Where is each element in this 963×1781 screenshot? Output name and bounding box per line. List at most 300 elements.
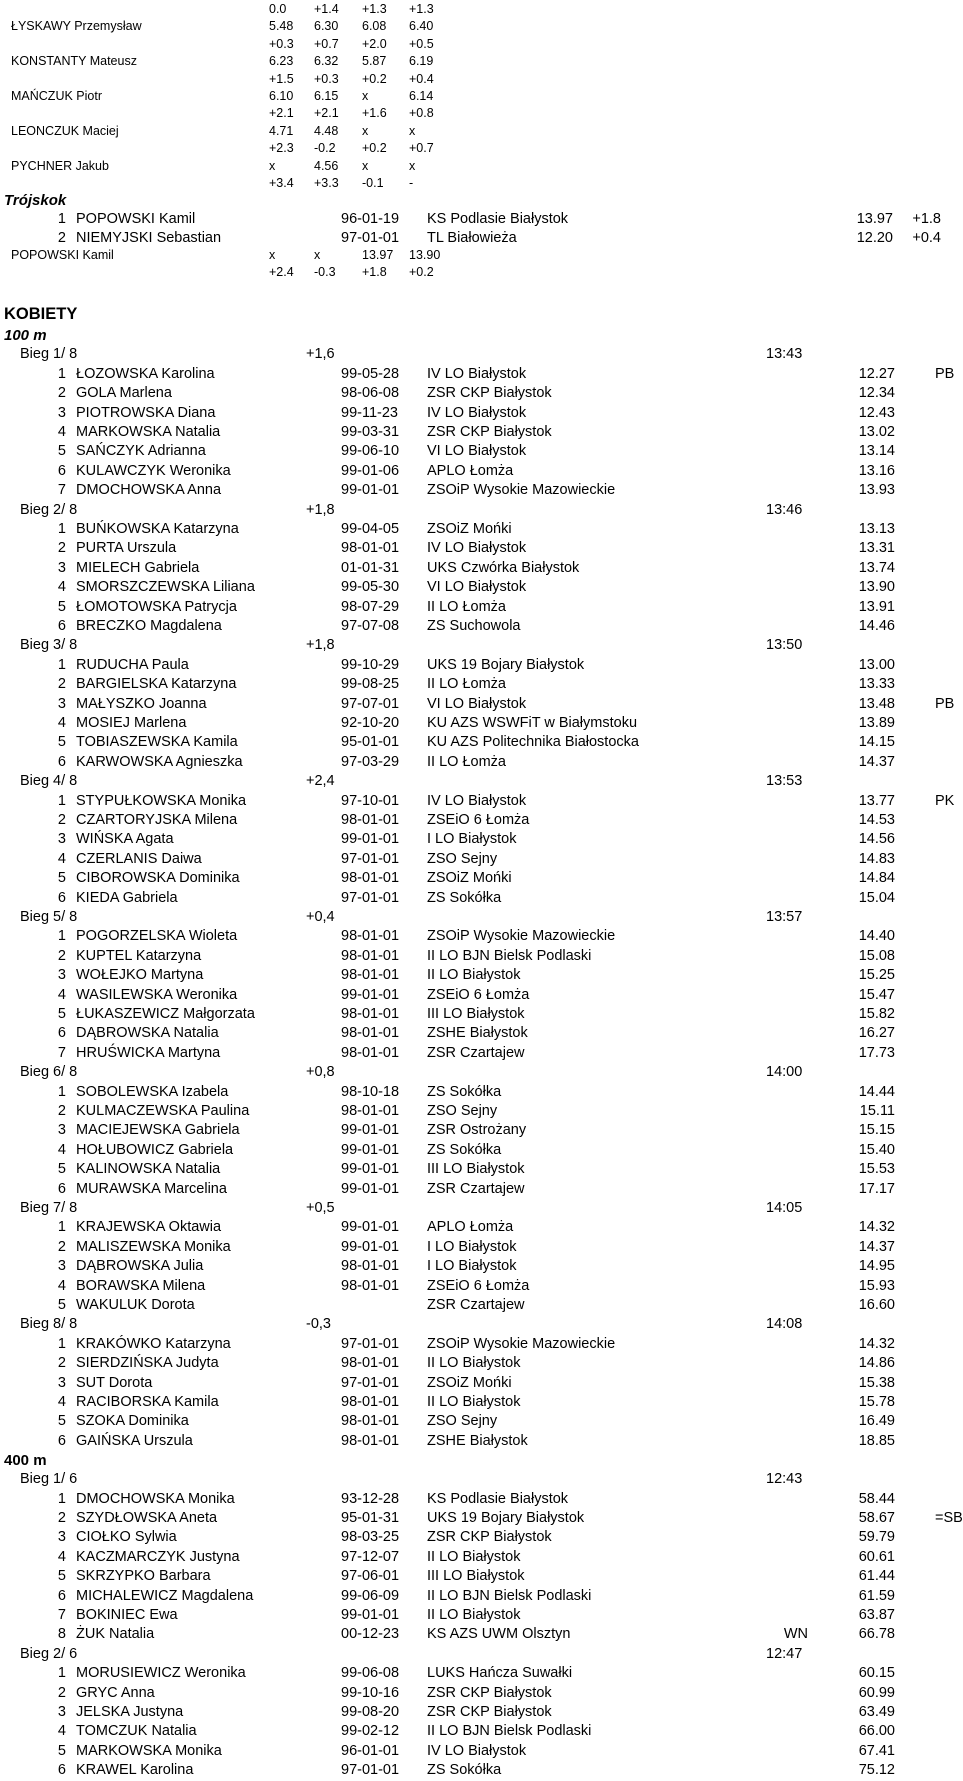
birth-date: 99-01-01 — [341, 1180, 400, 1197]
athlete-name: WIŃSKA Agata — [76, 831, 174, 848]
birth-date: 99-01-01 — [341, 1141, 400, 1158]
birth-date: 98-01-01 — [341, 1103, 400, 1119]
athlete-name: MICHALEWICZ Magdalena — [76, 1587, 254, 1604]
heat-time: 13:50 — [766, 637, 803, 654]
birth-date: 98-01-01 — [341, 1025, 400, 1042]
result-place: 3 — [57, 1122, 66, 1139]
club-name: KS AZS UWM Olsztyn — [427, 1626, 571, 1643]
athlete-name: MACIEJEWSKA Gabriela — [76, 1122, 240, 1139]
club-name: ZSR CKP Białystok — [427, 424, 552, 440]
club-name: APLO Łomża — [427, 1219, 514, 1236]
result-value: 14.44 — [858, 1083, 895, 1100]
heat-wind: -0,3 — [306, 1316, 331, 1333]
result-place: 1 — [57, 792, 66, 809]
birth-date: 93-12-28 — [341, 1490, 400, 1507]
club-name: II LO Białystok — [427, 1607, 521, 1623]
event-title-text: Trójskok — [4, 192, 67, 210]
club-name: IV LO Białystok — [427, 404, 527, 421]
athlete-name: LEONCZUK Maciej — [11, 123, 119, 138]
result-value: 15.47 — [858, 986, 895, 1003]
club-name: ZSOiP Wysokie Mazowieckie — [427, 928, 616, 945]
result-row — [0, 753, 960, 772]
athlete-name: WASILEWSKA Weronika — [76, 986, 238, 1003]
event-title — [0, 192, 960, 210]
result-place: 5 — [57, 870, 66, 887]
result-place: 4 — [57, 1394, 66, 1410]
attempt-value: +2.3 — [269, 141, 294, 156]
event-title — [0, 326, 960, 345]
result-value: 14.46 — [858, 618, 895, 634]
birth-date: 98-01-01 — [341, 1432, 400, 1449]
result-value: 14.86 — [858, 1355, 895, 1372]
attempt-value: 5.48 — [269, 19, 294, 34]
attempt-value: +0.4 — [409, 71, 434, 86]
result-place: 5 — [57, 598, 66, 615]
attempt-value: +0.5 — [409, 36, 434, 51]
result-value: 60.99 — [858, 1684, 895, 1701]
birth-date: 99-01-01 — [341, 482, 400, 499]
birth-date: 99-01-01 — [341, 1607, 400, 1623]
club-name: IV LO Białystok — [427, 792, 527, 809]
heat-time: 14:00 — [766, 1064, 803, 1081]
attempt-value: +3.4 — [269, 176, 294, 190]
attempt-value: +2.1 — [314, 106, 339, 121]
result-row — [0, 1277, 960, 1296]
attempt-row — [0, 123, 960, 140]
result-row — [0, 539, 960, 558]
result-row — [0, 1684, 960, 1703]
heat-wind: +1,8 — [306, 637, 335, 654]
attempt-value: +0.7 — [314, 36, 339, 51]
result-place: 1 — [57, 656, 66, 673]
birth-date: 99-05-30 — [341, 579, 400, 596]
club-name: ZSR CKP Białystok — [427, 1529, 552, 1546]
result-place: 7 — [57, 1607, 66, 1623]
result-value: 13.13 — [858, 521, 895, 537]
attempt-value: +0.3 — [269, 36, 294, 51]
birth-date: 98-01-01 — [341, 947, 400, 964]
attempt-row — [0, 88, 960, 105]
birth-date: 97-07-01 — [341, 695, 400, 712]
athlete-name: KULAWCZYK Weronika — [76, 462, 231, 479]
result-place: 4 — [57, 850, 66, 867]
result-value: 60.61 — [858, 1548, 895, 1565]
result-row — [0, 1335, 960, 1354]
athlete-name: CIOŁKO Sylwia — [76, 1529, 177, 1546]
result-place: 5 — [57, 1297, 66, 1313]
heat-header — [0, 772, 960, 791]
club-name: ZSO Sejny — [427, 850, 498, 867]
result-row — [0, 462, 960, 481]
attempt-value: -0.1 — [362, 176, 384, 190]
result-row — [0, 1548, 960, 1567]
result-place: 4 — [57, 715, 66, 731]
club-name: ZSOiZ Mońki — [427, 1374, 512, 1391]
result-value: 13.74 — [858, 559, 895, 576]
heat-header — [0, 636, 960, 655]
result-row — [0, 1742, 960, 1761]
birth-date: 99-10-16 — [341, 1684, 400, 1701]
birth-date: 95-01-31 — [341, 1510, 400, 1526]
club-name: ZSO Sejny — [427, 1413, 498, 1430]
athlete-name: POGORZELSKA Wioleta — [76, 928, 238, 945]
result-place: 6 — [57, 618, 66, 634]
birth-date: 99-08-25 — [341, 676, 400, 693]
result-row — [0, 442, 960, 461]
heat-time: 12:43 — [766, 1471, 803, 1488]
athlete-name: ŻUK Natalia — [76, 1626, 155, 1643]
result-row — [0, 559, 960, 578]
birth-date: 98-01-01 — [341, 1277, 400, 1294]
birth-date: 98-01-01 — [341, 1006, 400, 1022]
result-row — [0, 966, 960, 985]
result-place: 6 — [57, 1762, 66, 1779]
birth-date: 98-10-18 — [341, 1083, 400, 1100]
result-value: 13.00 — [858, 656, 895, 673]
club-name: ZSOiZ Mońki — [427, 521, 512, 537]
birth-date: 99-01-01 — [341, 1238, 400, 1255]
club-name: IV LO Białystok — [427, 365, 527, 382]
attempt-value: +0.2 — [409, 265, 434, 280]
birth-date: 01-01-31 — [341, 559, 400, 576]
record-note: PB — [935, 365, 955, 382]
birth-date: 99-11-23 — [341, 404, 398, 421]
attempt-value: -0.2 — [314, 141, 336, 156]
result-place: 5 — [57, 443, 66, 460]
attempt-value: +2.0 — [362, 36, 387, 51]
event-title-text: 100 m — [4, 327, 47, 345]
result-place: 2 — [57, 385, 66, 402]
result-place: 1 — [57, 1335, 66, 1352]
club-name: ZSOiZ Mońki — [427, 870, 512, 887]
result-place: 2 — [57, 947, 66, 964]
athlete-name: ŁYSKAWY Przemysław — [11, 19, 142, 34]
club-name: ZSR Czartajew — [427, 1180, 525, 1197]
attempt-value: x — [269, 248, 276, 263]
result-place: 4 — [57, 1548, 66, 1565]
result-place: 3 — [57, 404, 66, 421]
athlete-name: BARGIELSKA Katarzyna — [76, 676, 237, 693]
result-row — [0, 675, 960, 694]
athlete-name: MARKOWSKA Monika — [76, 1742, 222, 1759]
result-row — [0, 1412, 960, 1431]
result-place: 1 — [57, 928, 66, 945]
athlete-name: KONSTANTY Mateusz — [11, 54, 137, 69]
result-row — [0, 617, 960, 636]
attempt-value: x — [314, 248, 321, 263]
athlete-name: ŁOZOWSKA Karolina — [76, 365, 215, 382]
athlete-name: KUPTEL Katarzyna — [76, 947, 202, 964]
attempt-value: +1.8 — [362, 265, 387, 280]
heat-header — [0, 1315, 960, 1334]
attempt-value: - — [409, 176, 414, 190]
athlete-name: SZYDŁOWSKA Aneta — [76, 1510, 218, 1526]
athlete-name: TOBIASZEWSKA Kamila — [76, 734, 238, 751]
attempt-value: x — [362, 123, 369, 138]
heat-header — [0, 345, 960, 364]
club-name: ZSR CKP Białystok — [427, 385, 552, 402]
result-row — [0, 578, 960, 597]
club-name: APLO Łomża — [427, 462, 514, 479]
birth-date: 98-07-29 — [341, 598, 400, 615]
club-name: VI LO Białystok — [427, 443, 527, 460]
athlete-name: SOBOLEWSKA Izabela — [76, 1083, 229, 1100]
result-place: 5 — [57, 1161, 66, 1178]
athlete-name: HOŁUBOWICZ Gabriela — [76, 1141, 234, 1158]
heat-wind: +0,4 — [306, 909, 335, 925]
result-value: 58.67 — [858, 1510, 895, 1526]
result-value: 14.56 — [858, 831, 895, 848]
athlete-name: POPOWSKI Kamil — [11, 248, 114, 263]
attempt-value: +1.3 — [409, 2, 434, 16]
attempt-row — [0, 175, 960, 192]
wind-value: +0.4 — [912, 229, 941, 246]
club-name: ZSR CKP Białystok — [427, 1684, 552, 1701]
club-name: ZSOiP Wysokie Mazowieckie — [427, 1335, 616, 1352]
club-name: I LO Białystok — [427, 1238, 517, 1255]
result-row — [0, 889, 960, 908]
athlete-name: SZOKA Dominika — [76, 1413, 189, 1430]
result-row — [0, 947, 960, 966]
attempt-value: x — [362, 158, 369, 173]
attempt-value: x — [409, 123, 416, 138]
athlete-name: BUŃKOWSKA Katarzyna — [76, 521, 239, 537]
club-name: UKS 19 Bojary Białystok — [427, 656, 585, 673]
result-value: 13.02 — [858, 424, 895, 440]
result-value: 17.73 — [858, 1044, 895, 1061]
club-name: ZSHE Białystok — [427, 1025, 528, 1042]
athlete-name: KRAJEWSKA Oktawia — [76, 1219, 222, 1236]
athlete-name: KRAWEL Karolina — [76, 1762, 194, 1779]
athlete-name: BORAWSKA Milena — [76, 1277, 206, 1294]
birth-date: 97-03-29 — [341, 753, 400, 770]
birth-date: 99-05-28 — [341, 365, 400, 382]
heat-header — [0, 908, 960, 927]
athlete-name: STYPUŁKOWSKA Monika — [76, 792, 247, 809]
attempt-value: 6.14 — [409, 89, 434, 103]
club-name: ZSR Czartajew — [427, 1297, 525, 1313]
birth-date: 97-01-01 — [341, 889, 400, 906]
result-value: 63.87 — [858, 1607, 895, 1623]
attempt-value: +0.3 — [314, 71, 339, 86]
athlete-name: SUT Dorota — [76, 1374, 153, 1391]
result-value: 15.82 — [858, 1006, 895, 1022]
heat-header — [0, 1199, 960, 1218]
result-value: 14.53 — [858, 812, 895, 828]
athlete-name: KIEDA Gabriela — [76, 889, 178, 906]
athlete-name: KRAKÓWKO Katarzyna — [76, 1335, 231, 1352]
heat-wind: +1,8 — [306, 501, 335, 518]
club-name: II LO Łomża — [427, 598, 506, 615]
attempt-value: 6.19 — [409, 54, 434, 69]
result-place: 5 — [57, 734, 66, 751]
attempt-value: 4.48 — [314, 123, 339, 138]
result-place: 4 — [57, 579, 66, 596]
result-row — [0, 1044, 960, 1063]
birth-date: 96-01-19 — [341, 211, 400, 228]
birth-date: 97-01-01 — [341, 850, 400, 867]
heat-time: 13:43 — [766, 346, 803, 363]
heat-time: 13:53 — [766, 773, 803, 790]
attempt-value: 4.56 — [314, 158, 339, 173]
heat-label: Bieg 2/ 8 — [20, 501, 78, 518]
athlete-name: GOLA Marlena — [76, 385, 172, 402]
result-value: 15.04 — [858, 889, 895, 906]
attempt-value: +1.4 — [314, 2, 339, 16]
birth-date: 98-01-01 — [341, 540, 400, 557]
attempt-value: 13.97 — [362, 248, 394, 263]
birth-date: 98-01-01 — [341, 1355, 400, 1372]
result-value: 66.78 — [858, 1626, 895, 1643]
result-row — [0, 733, 960, 752]
result-place: 3 — [57, 559, 66, 576]
heat-wind: +1,6 — [306, 346, 335, 363]
attempt-value: x — [409, 158, 416, 173]
result-row — [0, 1606, 960, 1625]
attempt-value: +1.5 — [269, 71, 294, 86]
birth-date: 98-01-01 — [341, 1413, 400, 1430]
result-row — [0, 1257, 960, 1276]
club-name: ZSO Sejny — [427, 1103, 498, 1119]
result-value: 14.84 — [858, 870, 895, 887]
result-value: 60.15 — [858, 1665, 895, 1682]
athlete-name: MURAWSKA Marcelina — [76, 1180, 227, 1197]
heat-label: Bieg 5/ 8 — [20, 909, 78, 925]
result-value: 13.16 — [858, 462, 895, 479]
result-row — [0, 850, 960, 869]
athlete-name: RUDUCHA Paula — [76, 656, 189, 673]
club-name: II LO BJN Bielsk Podlaski — [427, 947, 592, 964]
attempt-row — [0, 18, 960, 35]
event-title-text: 400 m — [4, 1452, 47, 1470]
heat-label: Bieg 4/ 8 — [20, 773, 78, 790]
birth-date: 98-01-01 — [341, 1258, 400, 1275]
heat-label: Bieg 2/ 6 — [20, 1645, 78, 1662]
record-note: PB — [935, 695, 955, 712]
result-value: 14.95 — [858, 1258, 895, 1275]
birth-date: 98-01-01 — [341, 870, 400, 887]
attempt-row — [0, 158, 960, 175]
result-value: 14.32 — [858, 1219, 895, 1236]
result-place: 4 — [57, 1141, 66, 1158]
club-name: II LO BJN Bielsk Podlaski — [427, 1723, 592, 1740]
birth-date: 99-01-01 — [341, 1161, 400, 1178]
attempt-value: +0.2 — [362, 141, 387, 156]
athlete-name: GRYC Anna — [76, 1684, 155, 1701]
athlete-name: DMOCHOWSKA Anna — [76, 482, 222, 499]
birth-date: 98-01-01 — [341, 1394, 400, 1410]
heat-time: 13:46 — [766, 501, 803, 518]
result-value: 15.08 — [858, 947, 895, 964]
birth-date: 98-01-01 — [341, 1044, 400, 1061]
club-name: ZSR Ostrożany — [427, 1122, 527, 1139]
athlete-name: DĄBROWSKA Julia — [76, 1258, 204, 1275]
heat-header — [0, 501, 960, 520]
result-place: 6 — [57, 889, 66, 906]
athlete-name: CIBOROWSKA Dominika — [76, 870, 240, 887]
result-row — [0, 986, 960, 1005]
birth-date: 99-08-20 — [341, 1704, 400, 1720]
attempt-value: 6.40 — [409, 19, 434, 34]
result-row — [0, 1528, 960, 1547]
club-name: II LO BJN Bielsk Podlaski — [427, 1587, 592, 1604]
attempt-row — [0, 36, 960, 53]
birth-date: 98-06-08 — [341, 385, 400, 402]
result-place: 1 — [57, 211, 66, 228]
result-place: 5 — [57, 1568, 66, 1585]
attempt-row — [0, 71, 960, 88]
result-place: 6 — [57, 1587, 66, 1604]
heat-wind: +2,4 — [306, 773, 335, 790]
club-name: ZS Sokółka — [427, 1141, 502, 1158]
result-value: 16.27 — [858, 1025, 895, 1042]
result-row — [0, 1238, 960, 1257]
heat-label: Bieg 6/ 8 — [20, 1064, 78, 1081]
result-row — [0, 481, 960, 500]
result-value: 12.34 — [858, 385, 895, 402]
result-value: 13.31 — [858, 540, 895, 557]
result-value: 12.20 — [856, 229, 893, 246]
attempt-value: 13.90 — [409, 248, 441, 263]
athlete-name: DĄBROWSKA Natalia — [76, 1025, 219, 1042]
club-name: ZSEiO 6 Łomża — [427, 812, 530, 828]
heat-header — [0, 1063, 960, 1082]
heat-time: 14:05 — [766, 1200, 803, 1216]
result-value: 15.11 — [859, 1103, 895, 1119]
result-row — [0, 384, 960, 403]
result-place: 3 — [57, 1529, 66, 1546]
birth-date: 99-10-29 — [341, 656, 400, 673]
birth-date: 99-01-01 — [341, 1122, 400, 1139]
result-row — [0, 1509, 963, 1528]
club-name: IV LO Białystok — [427, 1742, 527, 1759]
result-place: 5 — [57, 1742, 66, 1759]
result-row — [0, 1354, 960, 1373]
record-note: =SB — [935, 1510, 963, 1526]
result-row — [0, 1005, 960, 1024]
heat-time: 13:57 — [766, 909, 803, 925]
birth-date: 97-01-01 — [341, 229, 400, 246]
result-row — [0, 210, 960, 229]
result-value: 14.40 — [858, 928, 895, 945]
attempt-row — [0, 140, 960, 157]
club-name: UKS 19 Bojary Białystok — [427, 1510, 585, 1526]
result-value: 13.97 — [856, 211, 893, 228]
club-name: III LO Białystok — [427, 1161, 525, 1178]
club-name: KS Podlasie Białystok — [427, 1490, 569, 1507]
result-value: 15.40 — [858, 1141, 895, 1158]
result-row — [0, 1703, 960, 1722]
athlete-name: NIEMYJSKI Sebastian — [76, 229, 222, 246]
result-place: 2 — [57, 1510, 66, 1526]
result-row — [0, 695, 960, 714]
result-row — [0, 1393, 960, 1412]
athlete-name: MORUSIEWICZ Weronika — [76, 1665, 246, 1682]
result-place: 1 — [57, 365, 66, 382]
athlete-name: HRUŚWICKA Martyna — [76, 1044, 221, 1061]
result-value: 15.93 — [858, 1277, 895, 1294]
birth-date: 99-06-10 — [341, 443, 400, 460]
athlete-name: GAIŃSKA Urszula — [76, 1432, 193, 1449]
club-name: I LO Białystok — [427, 1258, 517, 1275]
result-place: 2 — [57, 1238, 66, 1255]
section-title-text: KOBIETY — [4, 305, 78, 324]
attempt-value: +1.6 — [362, 106, 387, 121]
club-name: VI LO Białystok — [427, 695, 527, 712]
heat-label: Bieg 1/ 6 — [20, 1471, 78, 1488]
athlete-name: JELSKA Justyna — [76, 1704, 184, 1720]
club-name: II LO Białystok — [427, 967, 521, 984]
